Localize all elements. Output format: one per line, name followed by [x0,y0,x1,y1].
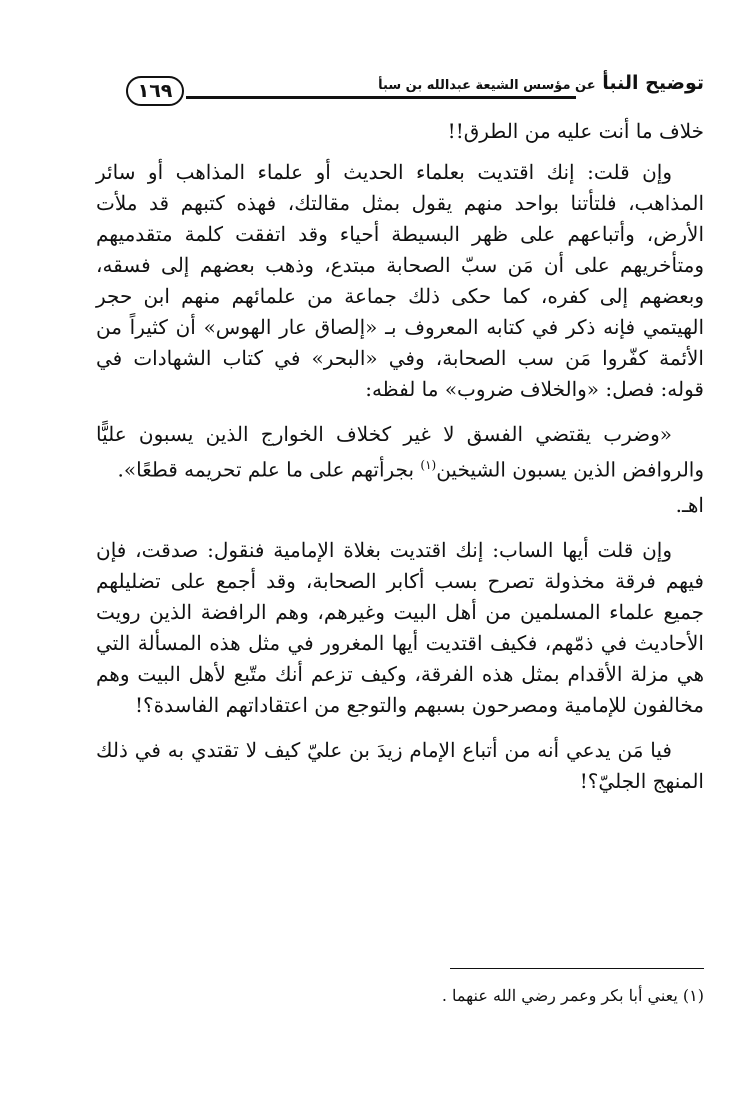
body-text [96,116,704,797]
quotation-text: «وضرب يقتضي الفسق لا غير كخلاف الخوارج الذين يسبون عليًّا والروافض الذين يسبون الشيخين [96,422,704,482]
footnote-rule [450,968,704,969]
paragraph: وإن قلت: إنك اقتديت بعلماء الحديث أو علماء المذاهب أو سائر المذاهب، فلتأتنا بواحد منهم يقول بمثل مقالتك، فهذه كتبهم قد ملأت الأرض، وأتباعهم على ظهر البسيطة أحياء وقد اتفقت كلمة متقدميهم ومتأخريهم على أن مَن سبّ الصحابة مبتدع، وذهب بعضهم إلى فسقه، وبعضهم إلى كفره، كما حكى ذلك جماعة من علمائهم منهم ابن حجر الهيتمي فإنه ذكر في كتابه المعروف بـ «إلصاق عار الهوس» أن كثيراً من الأئمة كفّروا مَن سب الصحابة، وفي «البحر» في كتاب الشهادات في قوله: فصل: «والخلاف ضروب» ما لفظه: [96,160,704,401]
page-number: ١٦٩ [126,76,184,106]
footnote-reference[interactable]: (١) [420,458,437,472]
paragraph: اهـ. [675,492,704,517]
book-subtitle: عن مؤسس الشيعة عبدالله بن سبأ [378,78,596,93]
running-title [378,72,704,94]
paragraph: خلاف ما أنت عليه من الطرق!! [447,119,704,143]
paragraph: فيا مَن يدعي أنه من أتباع الإمام زيدَ بن عليّ كيف لا تقتدي به في ذلك المنهج الجليّ؟! [96,737,704,793]
footnote: (١) يعني أبا بكر وعمر رضي الله عنهما . [441,986,704,1005]
page-header [100,72,704,112]
quotation [96,419,704,486]
book-title: توضيح النبأ [602,72,704,94]
header-rule [186,96,576,99]
paragraph: وإن قلت أيها الساب: إنك اقتديت بغلاة الإمامية فنقول: صدقت، فإن فيهم فرقة مخذولة تصرح بسب أكابر الصحابة، وقد أجمع على تضليلهم جميع علماء المسلمين من أهل البيت وغيرهم، وهم الرافضة الذين رويت الأحاديث في ذمّهم، فكيف اقتديت أيها المغرور في مثل هذه المسألة التي هي مزلة الأقدام بمثل هذه الفرقة، وكيف تزعم أنك متّبع لأهل البيت وهم مخالفون للإمامية ومصرحون بسبهم والتوجع من اعتقاداتهم الفاسدة؟! [96,537,704,717]
quotation-text-end: بجرأتهم على ما علم تحريمه قطعًا». [117,457,421,482]
